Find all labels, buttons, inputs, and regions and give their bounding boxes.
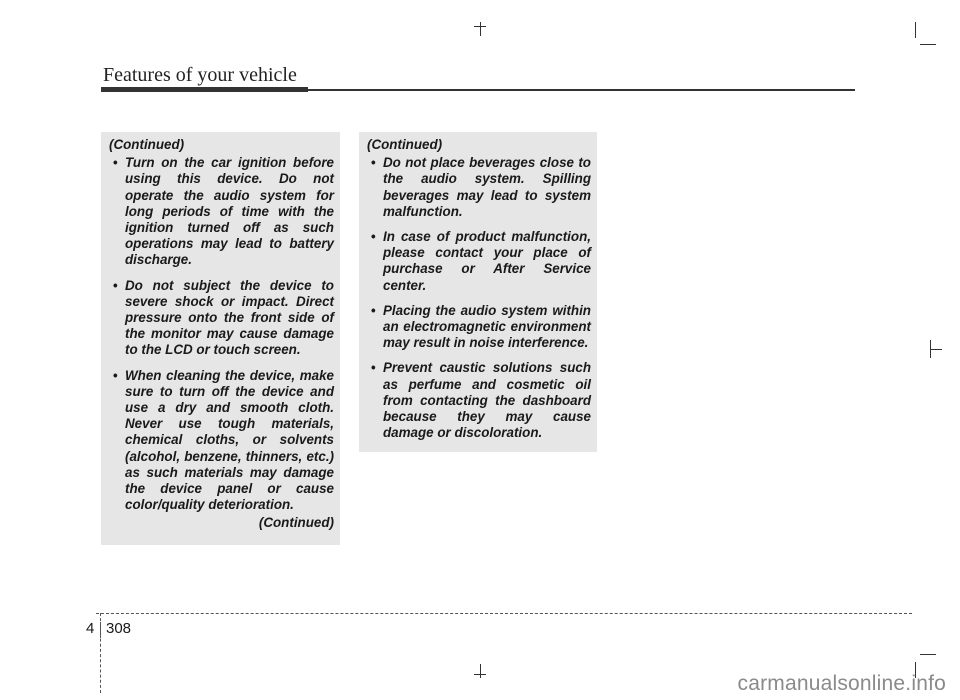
caution-item: [109, 368, 334, 514]
bullet-icon: [113, 368, 118, 384]
caution-item: [367, 303, 591, 352]
bullet-icon: [113, 155, 118, 171]
continued-label-top: (Continued): [109, 137, 185, 152]
caution-list-left: [109, 155, 334, 513]
bullet-icon: [371, 229, 376, 245]
crop-mark-top-right-h: [920, 44, 936, 45]
caution-item-text: Turn on the car ignition before using this device. Do not operate the audio system for long periods of time with the ignition turned off as such operations may lead to battery discharge.: [125, 155, 334, 268]
caution-item-text: Do not place beverages close to the audio system. Spilling beverages may lead to system malfunction.: [383, 155, 591, 219]
crop-mark-bottom-right-h: [920, 654, 936, 655]
bullet-icon: [113, 278, 118, 294]
page-header-title: Features of your vehicle: [103, 64, 297, 86]
header-rule-thick: [101, 87, 308, 92]
caution-item: [367, 155, 591, 220]
caution-item-text: Prevent caustic solutions such as perfume and cosmetic oil from contacting the dashboard because they may cause damage or discoloration.: [383, 360, 591, 441]
crop-mark-top-right-v: [915, 22, 916, 38]
caution-item-text: When cleaning the device, make sure to turn off the device and use a dry and smooth cloth. Never use tough materials, chemical cloths, or solvents (alcohol, benzene, thinners, etc.) as such materials may damage the device panel or cause color/quality deterioration.: [125, 367, 334, 513]
page-number: 308: [106, 620, 132, 637]
page-number-separator: [100, 622, 101, 638]
crop-mark-top: [480, 22, 481, 36]
caution-item-text: Placing the audio system within an electromagnetic environment may result in noise interference.: [383, 302, 591, 351]
caution-item: [367, 229, 591, 294]
crop-mark-bottom: [480, 664, 481, 678]
continued-label-bottom: (Continued): [258, 515, 334, 531]
header-rule-thin: [308, 89, 855, 91]
continued-label-top: (Continued): [367, 137, 443, 152]
crop-mark-right-arm: [930, 349, 942, 350]
caution-box-left: [101, 132, 340, 545]
caution-list-right: [367, 155, 591, 441]
crop-mark-top-arm: [474, 26, 486, 27]
caution-item: [109, 155, 334, 268]
bullet-icon: [371, 155, 376, 171]
chapter-number: 4: [86, 620, 95, 637]
caution-item: [109, 278, 334, 359]
caution-item-text: In case of product malfunction, please contact your place of purchase or After Service center.: [383, 229, 591, 293]
crop-mark-bottom-arm: [474, 674, 486, 675]
watermark-link[interactable]: carmanualsonline.info: [737, 672, 946, 695]
bullet-icon: [371, 303, 376, 319]
footer-dashed-rule: [96, 613, 912, 614]
caution-item-text: Do not subject the device to severe shock or impact. Direct pressure onto the front side of the monitor may cause damage to the LCD or touch screen.: [125, 277, 334, 358]
bullet-icon: [371, 360, 376, 376]
caution-item: [367, 360, 591, 441]
caution-box-right: [359, 132, 597, 452]
